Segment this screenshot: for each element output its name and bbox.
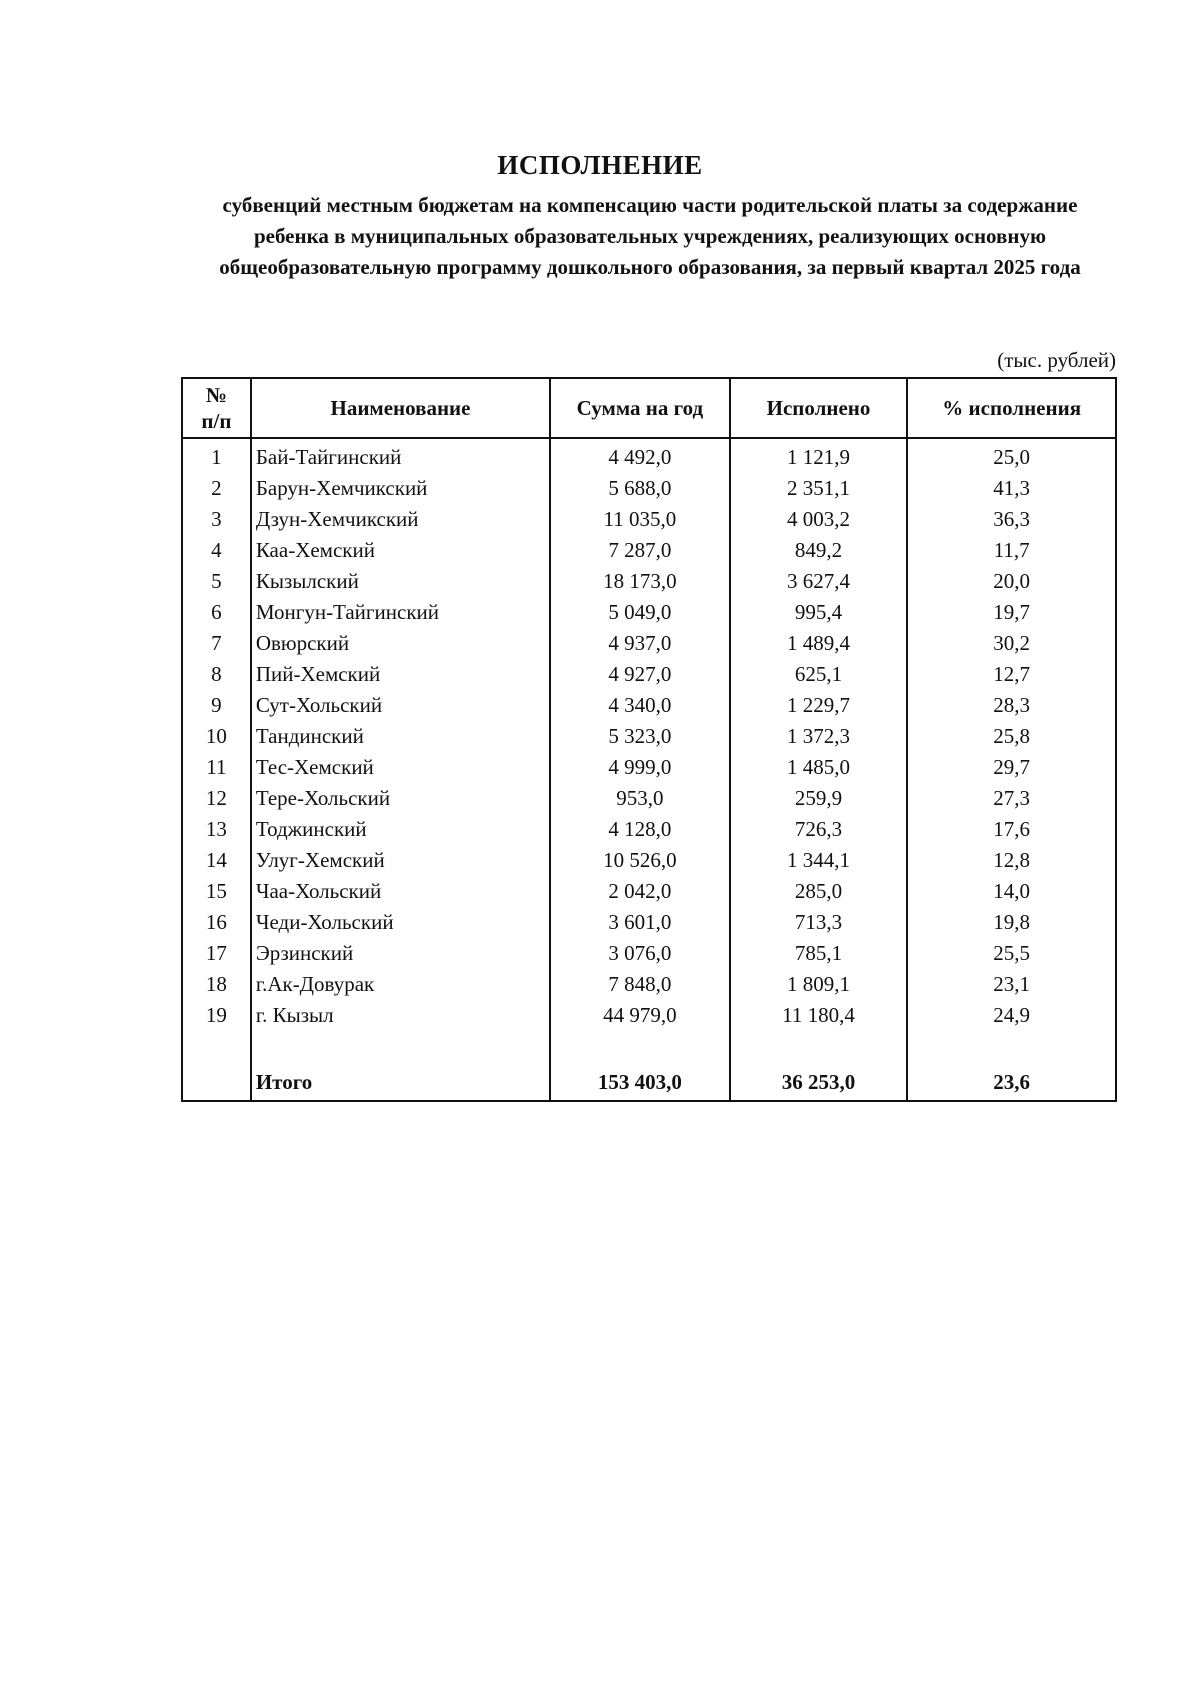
spacer-cell [730,1030,908,1064]
total-sum: 153 403,0 [550,1064,730,1101]
table-row [182,782,1116,813]
row-name: Тоджинский [251,813,550,844]
row-pct: 23,1 [907,968,1116,999]
row-number: 14 [182,844,251,875]
table-row [182,968,1116,999]
header-pct: % исполнения [907,378,1116,438]
row-name: Тандинский [251,720,550,751]
row-number: 2 [182,472,251,503]
row-number: 17 [182,937,251,968]
row-sum: 4 937,0 [550,627,730,658]
total-done: 36 253,0 [730,1064,908,1101]
table-row [182,689,1116,720]
row-done: 11 180,4 [730,999,908,1030]
row-pct: 12,8 [907,844,1116,875]
row-sum: 4 492,0 [550,438,730,472]
row-name: Тере-Хольский [251,782,550,813]
row-number: 3 [182,503,251,534]
table-header-row [182,378,1116,438]
row-pct: 27,3 [907,782,1116,813]
row-done: 995,4 [730,596,908,627]
table-row [182,844,1116,875]
document-subtitle: субвенций местным бюджетам на компенсацию части родительской платы за содержание ребенка в муниципальных образовательных учреждениях, реализующих основную общеобразовательную программу дошкольного образования, за первый квартал 2025 года [219,193,1081,279]
row-name: Барун-Хемчикский [251,472,550,503]
table-row [182,906,1116,937]
execution-table [181,377,1117,1102]
row-number: 11 [182,751,251,782]
units-label: (тыс. рублей) [997,348,1116,372]
row-done: 625,1 [730,658,908,689]
row-done: 726,3 [730,813,908,844]
total-number [182,1064,251,1101]
row-number: 1 [182,438,251,472]
row-done: 1 229,7 [730,689,908,720]
row-name: г.Ак-Довурак [251,968,550,999]
spacer-cell [550,1030,730,1064]
header-number [182,378,251,438]
row-number: 4 [182,534,251,565]
row-name: Монгун-Тайгинский [251,596,550,627]
row-name: Эрзинский [251,937,550,968]
spacer-cell [182,1030,251,1064]
row-pct: 30,2 [907,627,1116,658]
row-pct: 11,7 [907,534,1116,565]
table-row [182,658,1116,689]
header-done: Исполнено [730,378,908,438]
row-name: г. Кызыл [251,999,550,1030]
table-row [182,503,1116,534]
row-pct: 28,3 [907,689,1116,720]
header-number-line2: п/п [201,409,232,433]
row-pct: 25,8 [907,720,1116,751]
row-sum: 4 340,0 [550,689,730,720]
table-row [182,875,1116,906]
table-row [182,534,1116,565]
row-sum: 7 287,0 [550,534,730,565]
row-done: 4 003,2 [730,503,908,534]
row-sum: 10 526,0 [550,844,730,875]
spacer-row [182,1030,1116,1064]
row-sum: 44 979,0 [550,999,730,1030]
row-name: Кызылский [251,565,550,596]
row-sum: 5 688,0 [550,472,730,503]
row-number: 7 [182,627,251,658]
row-name: Дзун-Хемчикский [251,503,550,534]
row-sum: 7 848,0 [550,968,730,999]
row-done: 1 489,4 [730,627,908,658]
table-row [182,751,1116,782]
spacer-cell [251,1030,550,1064]
spacer-cell [907,1030,1116,1064]
row-number: 16 [182,906,251,937]
row-number: 8 [182,658,251,689]
row-name: Каа-Хемский [251,534,550,565]
row-pct: 25,0 [907,438,1116,472]
row-number: 15 [182,875,251,906]
table-row [182,999,1116,1030]
total-row [182,1064,1116,1101]
row-sum: 11 035,0 [550,503,730,534]
row-number: 13 [182,813,251,844]
row-sum: 3 601,0 [550,906,730,937]
row-pct: 41,3 [907,472,1116,503]
table-row [182,720,1116,751]
table-row [182,813,1116,844]
row-sum: 953,0 [550,782,730,813]
row-pct: 19,7 [907,596,1116,627]
row-done: 1 809,1 [730,968,908,999]
row-number: 6 [182,596,251,627]
total-label: Итого [251,1064,550,1101]
row-pct: 20,0 [907,565,1116,596]
row-pct: 19,8 [907,906,1116,937]
table-row [182,565,1116,596]
row-sum: 3 076,0 [550,937,730,968]
row-pct: 12,7 [907,658,1116,689]
row-done: 1 121,9 [730,438,908,472]
row-name: Улуг-Хемский [251,844,550,875]
row-number: 19 [182,999,251,1030]
row-sum: 18 173,0 [550,565,730,596]
row-pct: 29,7 [907,751,1116,782]
row-done: 1 344,1 [730,844,908,875]
row-pct: 36,3 [907,503,1116,534]
total-pct: 23,6 [907,1064,1116,1101]
row-name: Пий-Хемский [251,658,550,689]
row-pct: 17,6 [907,813,1116,844]
table-body [182,438,1116,1101]
row-done: 785,1 [730,937,908,968]
row-done: 1 372,3 [730,720,908,751]
row-number: 12 [182,782,251,813]
row-number: 9 [182,689,251,720]
document-title: ИСПОЛНЕНИЕ [497,150,703,180]
row-pct: 24,9 [907,999,1116,1030]
row-sum: 4 128,0 [550,813,730,844]
row-sum: 4 999,0 [550,751,730,782]
row-done: 259,9 [730,782,908,813]
row-sum: 2 042,0 [550,875,730,906]
row-sum: 5 323,0 [550,720,730,751]
row-number: 5 [182,565,251,596]
table-row [182,937,1116,968]
row-done: 1 485,0 [730,751,908,782]
table-row [182,438,1116,472]
row-name: Чаа-Хольский [251,875,550,906]
table-row [182,627,1116,658]
table-row [182,472,1116,503]
row-sum: 4 927,0 [550,658,730,689]
row-number: 18 [182,968,251,999]
row-pct: 25,5 [907,937,1116,968]
row-pct: 14,0 [907,875,1116,906]
row-done: 3 627,4 [730,565,908,596]
row-done: 2 351,1 [730,472,908,503]
row-done: 285,0 [730,875,908,906]
row-sum: 5 049,0 [550,596,730,627]
row-name: Чеди-Хольский [251,906,550,937]
table-row [182,596,1116,627]
row-name: Сут-Хольский [251,689,550,720]
header-number-line1: № [205,383,227,407]
row-done: 713,3 [730,906,908,937]
row-name: Бай-Тайгинский [251,438,550,472]
header-name: Наименование [251,378,550,438]
header-sum: Сумма на год [550,378,730,438]
row-done: 849,2 [730,534,908,565]
row-number: 10 [182,720,251,751]
row-name: Тес-Хемский [251,751,550,782]
row-name: Овюрский [251,627,550,658]
